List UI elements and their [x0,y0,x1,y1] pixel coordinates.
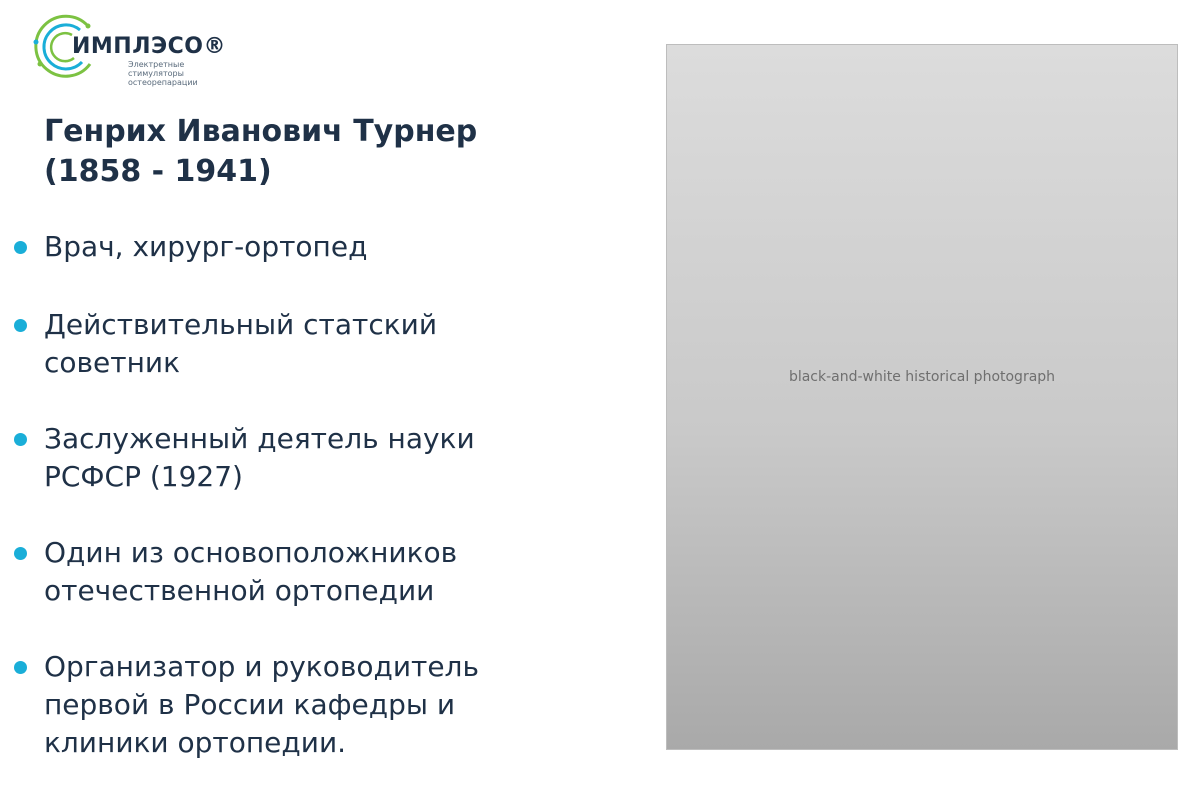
bullet-dot-icon [14,661,27,674]
fact-item [14,534,624,610]
title-years: (1858 - 1941) [44,154,272,189]
fact-item [14,228,624,266]
fact-line: Один из основоположников [44,536,458,569]
fact-line: Врач, хирург-ортопед [44,230,368,263]
portrait-photo [666,44,1178,750]
title-name: Генрих Иванович Турнер [44,114,478,149]
fact-line: Организатор и руководитель [44,650,479,683]
fact-item [14,648,624,762]
fact-item [14,420,624,496]
brand-logo [28,12,226,87]
fact-line: клиники ортопедии. [44,726,347,759]
portrait-placeholder-label: black-and-white historical photograph [788,368,1056,385]
logo-tagline: Электретные стимуляторы остеорепарации [128,60,198,87]
bullet-dot-icon [14,547,27,560]
fact-line: Действительный статский [44,308,438,341]
fact-item [14,306,624,382]
fact-line: РСФСР (1927) [44,460,243,493]
fact-line: советник [44,346,180,379]
bullet-dot-icon [14,241,27,254]
bullet-dot-icon [14,433,27,446]
fact-line: Заслуженный деятель науки [44,422,475,455]
fact-line: отечественной ортопедии [44,574,435,607]
logo-name: ИМПЛЭСО® [72,34,226,59]
fact-list [14,228,624,762]
page-title [44,112,477,192]
fact-line: первой в России кафедры и [44,688,456,721]
bullet-dot-icon [14,319,27,332]
